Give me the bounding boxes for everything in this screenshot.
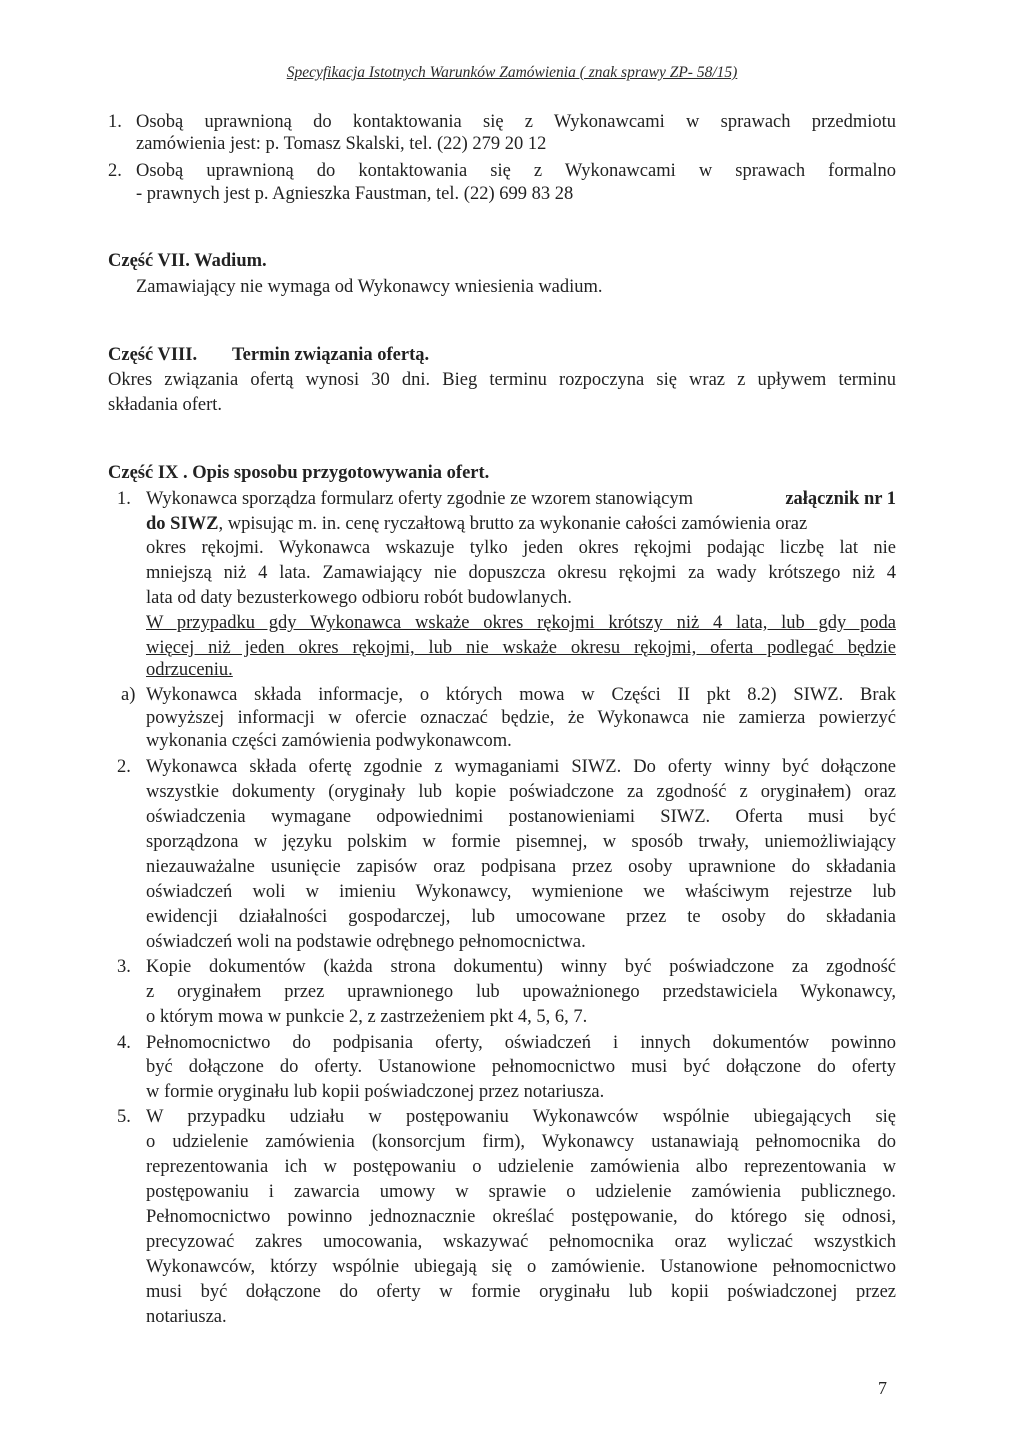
- item-4-line-1: Pełnomocnictwo do podpisania oferty, oświadczeń i innych dokumentów powinno: [146, 1033, 896, 1053]
- item-1-siwz-ref: do SIWZ: [146, 514, 219, 534]
- item-1-underlined-1: W przypadku gdy Wykonawca wskaże okres rękojmi krótszy niż 4 lata, lub gdy poda: [146, 613, 896, 633]
- page-number: 7: [878, 1378, 887, 1398]
- contact-2-line-1: Osobą uprawnioną do kontaktowania się z Wykonawcami w sprawach formalno: [136, 161, 896, 181]
- contact-2-line-2: - prawnych jest p. Agnieszka Faustman, tel. (22) 699 83 28: [136, 184, 574, 204]
- item-2-line-4: sporządzona w języku polskim w formie pisemnej, w sposób trwały, uniemożliwiający: [146, 832, 896, 852]
- item-4-line-2: być dołączone do oferty. Ustanowione pełnomocnictwo musi być dołączone do oferty: [146, 1057, 896, 1077]
- item-4-number: 4.: [117, 1033, 131, 1053]
- item-3-line-3: o którym mowa w punkcie 2, z zastrzeżeniem pkt 4, 5, 6, 7.: [146, 1007, 588, 1027]
- item-1a-letter: a): [121, 685, 136, 705]
- item-5-number: 5.: [117, 1107, 131, 1127]
- item-1-attachment-ref: załącznik nr 1: [785, 489, 896, 509]
- item-2-line-5: niezauważalne usunięcie zapisów oraz podpisana przez osoby uprawnione do składania: [146, 857, 896, 877]
- item-5-line-2: o udzielenie zamówienia (konsorcjum firm), Wykonawcy ustanawiają pełnomocnika do: [146, 1132, 896, 1152]
- item-5-line-1: W przypadku udziału w postępowaniu Wykonawców wspólnie ubiegających się: [146, 1107, 896, 1127]
- item-3-number: 3.: [117, 957, 131, 977]
- item-2-line-2: wszystkie dokumenty (oryginały lub kopie poświadczone za zgodność z oryginałem) oraz: [146, 782, 896, 802]
- section-7-text: Zamawiający nie wymaga od Wykonawcy wniesienia wadium.: [136, 277, 603, 297]
- item-4-line-3: w formie oryginału lub kopii poświadczonej przez notariusza.: [146, 1082, 605, 1102]
- contact-1-line-2: zamówienia jest: p. Tomasz Skalski, tel. (22) 279 20 12: [136, 134, 547, 154]
- item-1-line-2-text: , wpisując m. in. cenę ryczałtową brutto za wykonanie całości zamówienia oraz: [218, 514, 808, 534]
- item-1-line-1-text: Wykonawca sporządza formularz oferty zgodnie ze wzorem stanowiącym: [146, 489, 693, 509]
- contact-1-number: 1.: [108, 112, 122, 132]
- item-1a-line-1: Wykonawca składa informacje, o których mowa w Części II pkt 8.2) SIWZ. Brak: [146, 685, 896, 705]
- item-2-number: 2.: [117, 757, 131, 777]
- contact-2-number: 2.: [108, 161, 122, 181]
- item-1-underlined-3: odrzuceniu.: [146, 660, 233, 680]
- contact-1-line-1: Osobą uprawnioną do kontaktowania się z Wykonawcami w sprawach przedmiotu: [136, 112, 896, 132]
- item-1-line-2: [146, 513, 896, 535]
- item-1a-line-3: wykonania części zamówienia podwykonawcom.: [146, 731, 512, 751]
- item-2-line-1: Wykonawca składa ofertę zgodnie z wymaganiami SIWZ. Do oferty winny być dołączone: [146, 757, 896, 777]
- item-2-line-7: ewidencji działalności gospodarczej, lub umocowane przez te osoby do składania: [146, 907, 896, 927]
- section-9-title: Część IX . Opis sposobu przygotowywania ofert.: [108, 463, 490, 483]
- section-8-line-1: Okres związania ofertą wynosi 30 dni. Bieg terminu rozpoczyna się wraz z upływem terminu: [108, 370, 896, 390]
- item-5-line-6: precyzować zakres umocowania, wskazywać pełnomocnika oraz wyliczać wszystkich: [146, 1232, 896, 1252]
- item-3-line-2: z oryginałem przez uprawnionego lub upoważnionego przedstawiciela Wykonawcy,: [146, 982, 896, 1002]
- item-1-line-3: okres rękojmi. Wykonawca wskazuje tylko jeden okres rękojmi podając liczbę lat nie: [146, 538, 896, 558]
- section-8-line-2: składania ofert.: [108, 395, 223, 415]
- item-1a-line-2: powyższej informacji w ofercie oznaczać będzie, że Wykonawca nie zamierza powierzyć: [146, 708, 896, 728]
- section-7-title: Część VII. Wadium.: [108, 251, 267, 271]
- item-5-line-9: notariusza.: [146, 1307, 227, 1327]
- item-2-line-8: oświadczeń woli na podstawie odrębnego pełnomocnictwa.: [146, 932, 586, 952]
- item-1-underlined-2: więcej niż jeden okres rękojmi, lub nie wskaże okresu rękojmi, oferta podlegać będzie: [146, 638, 896, 658]
- item-3-line-1: Kopie dokumentów (każda strona dokumentu) winny być poświadczone za zgodność: [146, 957, 896, 977]
- item-5-line-3: reprezentowania ich w postępowaniu o udzielenie zamówienia albo reprezentowania w: [146, 1157, 896, 1177]
- item-5-line-5: Pełnomocnictwo powinno jednoznacznie określać postępowanie, do którego się odnosi,: [146, 1207, 896, 1227]
- item-5-line-8: musi być dołączone do oferty w formie oryginału lub kopii poświadczonej przez: [146, 1282, 896, 1302]
- section-8-part: Część VIII.: [108, 345, 198, 365]
- item-1-line-4: mniejszą niż 4 lata. Zamawiający nie dopuszcza okresu rękojmi za wady krótszego niż 4: [146, 563, 896, 583]
- item-2-line-6: oświadczeń woli w imieniu Wykonawcy, wymienione we właściwym rejestrze lub: [146, 882, 896, 902]
- item-2-line-3: oświadczenia wymagane odpowiednimi postanowieniami SIWZ. Oferta musi być: [146, 807, 896, 827]
- item-5-line-4: postępowaniu i zawarcia umowy w sprawie o udzielenie zamówienia publicznego.: [146, 1182, 896, 1202]
- item-5-line-7: Wykonawców, którzy wspólnie ubiegają się o zamówienie. Ustanowione pełnomocnictwo: [146, 1257, 896, 1277]
- document-header: Specyfikacja Istotnych Warunków Zamówienia ( znak sprawy ZP- 58/15): [286, 64, 738, 81]
- section-8-title: Termin związania ofertą.: [232, 345, 430, 365]
- item-1-number: 1.: [117, 489, 131, 509]
- item-1-line-5: lata od daty bezusterkowego odbioru robót budowlanych.: [146, 588, 572, 608]
- item-1-line-1: [146, 488, 896, 510]
